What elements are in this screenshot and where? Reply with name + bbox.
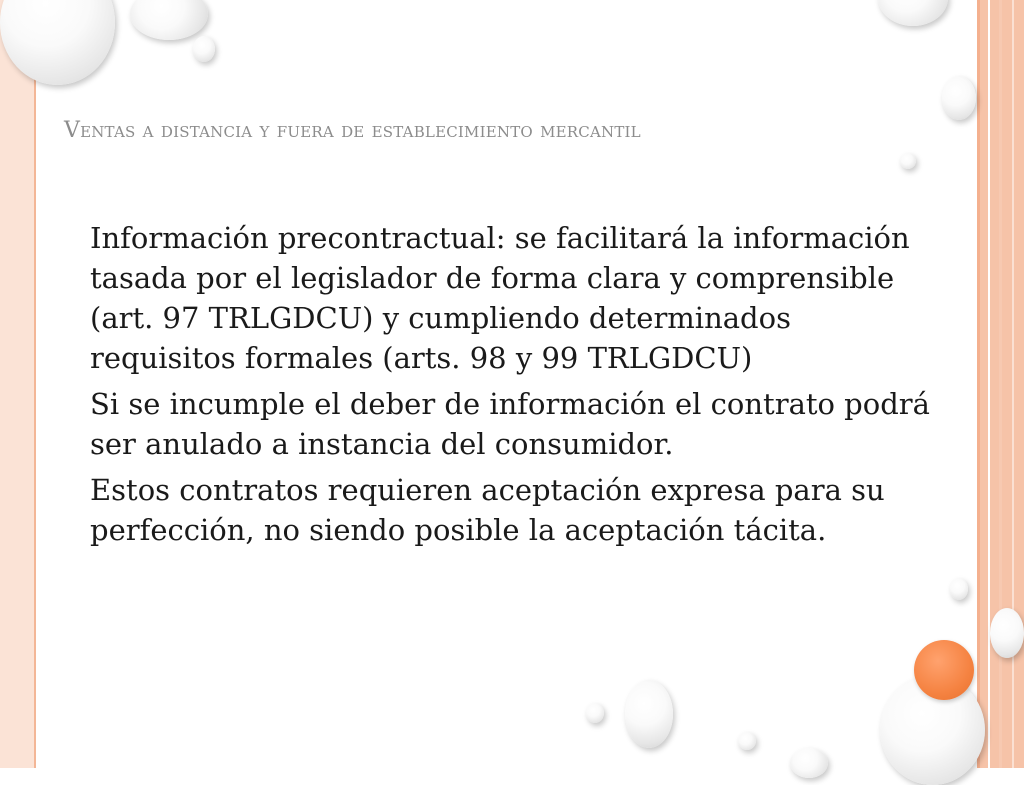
water-drop-decoration [193, 36, 215, 62]
water-drop-decoration [586, 703, 604, 723]
water-drop-decoration [878, 0, 948, 26]
slide-title: Ventas a distancia y fuera de establecimiento mercantil [64, 118, 641, 143]
left-decor-stripe [34, 0, 36, 768]
water-drop-decoration [790, 748, 828, 778]
water-drop-decoration [900, 153, 916, 169]
water-drop-decoration [990, 608, 1024, 658]
body-paragraph: Si se incumple el deber de información el contrato podrá ser anulado a instancia del consumidor. [90, 387, 930, 461]
water-drop-decoration [130, 0, 208, 40]
water-drop-decoration [950, 578, 968, 600]
right-decor-stripe [977, 0, 980, 768]
body-paragraph: Estos contratos requieren aceptación expresa para su perfección, no siendo posible la aceptación tácita. [90, 473, 885, 547]
left-decor-band [0, 0, 34, 768]
slide-body [90, 218, 940, 556]
body-paragraph: Información precontractual: se facilitará la información tasada por el legislador de forma clara y comprensible (art. 97 TRLGDCU) y cumpliendo determinados requisitos formales (arts. 98 y 99 TRLGDCU) [90, 221, 910, 375]
water-drop-decoration [738, 732, 756, 750]
water-drop-decoration [625, 680, 673, 748]
right-decor-stripe [988, 0, 990, 768]
water-drop-decoration [942, 76, 976, 120]
accent-orange-dot [914, 640, 974, 700]
